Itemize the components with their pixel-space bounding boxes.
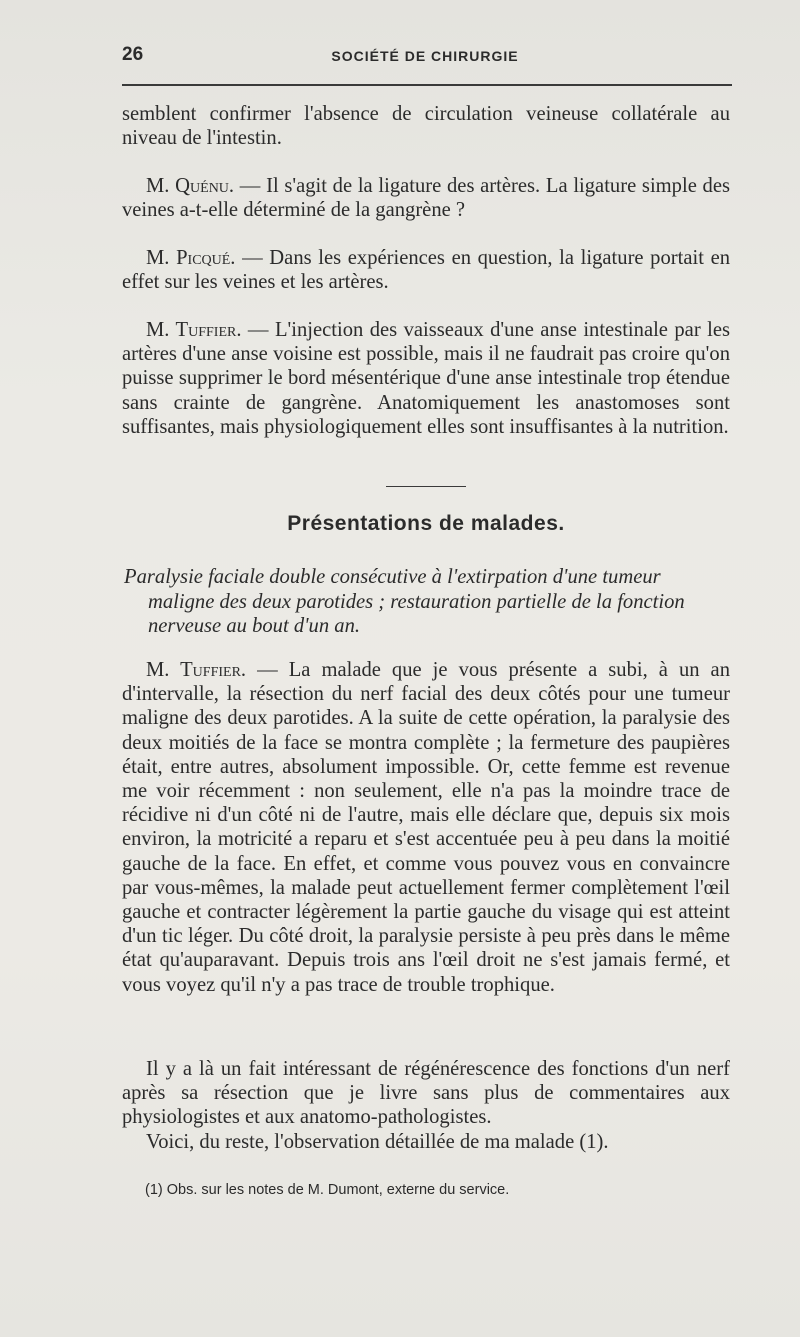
speaker-name: M. Picqué. (146, 247, 236, 269)
case-title-rest: maligne des deux parotides ; restauration partielle de la fonction nerveuse au bout d'un an. (148, 590, 685, 637)
separator-rule (386, 486, 466, 487)
paragraph-tuffier-1 (122, 318, 730, 439)
paragraph-picque (122, 246, 730, 294)
paragraph-tuffier-2 (122, 658, 730, 997)
running-title: SOCIÉTÉ DE CHIRURGIE (331, 48, 519, 64)
speaker-name: M. Tuffier. (146, 659, 247, 681)
speaker-name: M. Tuffier. (146, 319, 242, 341)
speech-text: — Dans les expériences en question, la ligature portait en effet sur les veines et les artères. (122, 247, 731, 294)
case-title-line1: Paralysie faciale double consécutive à l'extirpation d'une tumeur (124, 566, 661, 588)
header-rule (122, 84, 732, 86)
paragraph-quenu (122, 174, 730, 222)
case-title (124, 565, 730, 639)
speech-text: — La malade que je vous présente a subi, à un an d'intervalle, la résection du nerf facial des deux côtés pour une tumeur maligne des deux parotides. A la suite de cette opération, la paralysie des deux moitiés de la face se montra complète ; la fermeture des paupières était, entre autres, absolument impossible. Or, cette femme est revenue me voir récemment : non seulement, elle n'a pas la moindre trace de récidive ni d'un côté ni de l'autre, mais elle déclare que, depuis six mois environ, la motricité a reparu et s'est accentuée peu à peu dans la moitié gauche de la face. En effet, et comme vous pouvez vous en convaincre par vous-mêmes, la malade peut actuellement fermer complètement l'œil gauche et contracter légèrement la partie gauche du visage qui est atteint d'un tic léger. Du côté droit, la paralysie persiste à peu près dans le même état qu'auparavant. Depuis trois ans l'œil droit ne s'est jamais fermé, et vous voyez qu'il n'y a pas trace de trouble trophique. (122, 659, 730, 996)
speech-text: — L'injection des vaisseaux d'une anse intestinale par les artères d'une anse voisine est possible, mais il ne faudrait pas croire qu'on puisse supprimer le bord mésentérique d'une anse intestinale trop étendue sans crainte de gangrène. Anatomiquement les anastomoses sont suffisantes, mais physiologiquement elles sont insuffisantes à la nutrition. (122, 319, 730, 438)
footnote: (1) Obs. sur les notes de M. Dumont, externe du service. (145, 1182, 510, 1198)
speaker-name: M. Quénu. (146, 175, 235, 197)
page-number: 26 (122, 44, 144, 65)
page-header (122, 44, 728, 72)
paragraph-observation: Voici, du reste, l'observation détaillée de ma malade (1). (146, 1131, 609, 1153)
paragraph-regeneration: Il y a là un fait intéressant de régénérescence des fonctions d'un nerf après sa résection que je livre sans plus de commentaires aux physiologistes et aux anatomo-pathologistes. (122, 1058, 730, 1129)
section-title: Présentations de malades. (287, 512, 565, 535)
paragraph-continuation: semblent confirmer l'absence de circulation veineuse collatérale au niveau de l'intestin. (122, 103, 730, 150)
speech-text: — Il s'agit de la ligature des artères. La ligature simple des veines a-t-elle déterminé de la gangrène ? (122, 175, 730, 222)
